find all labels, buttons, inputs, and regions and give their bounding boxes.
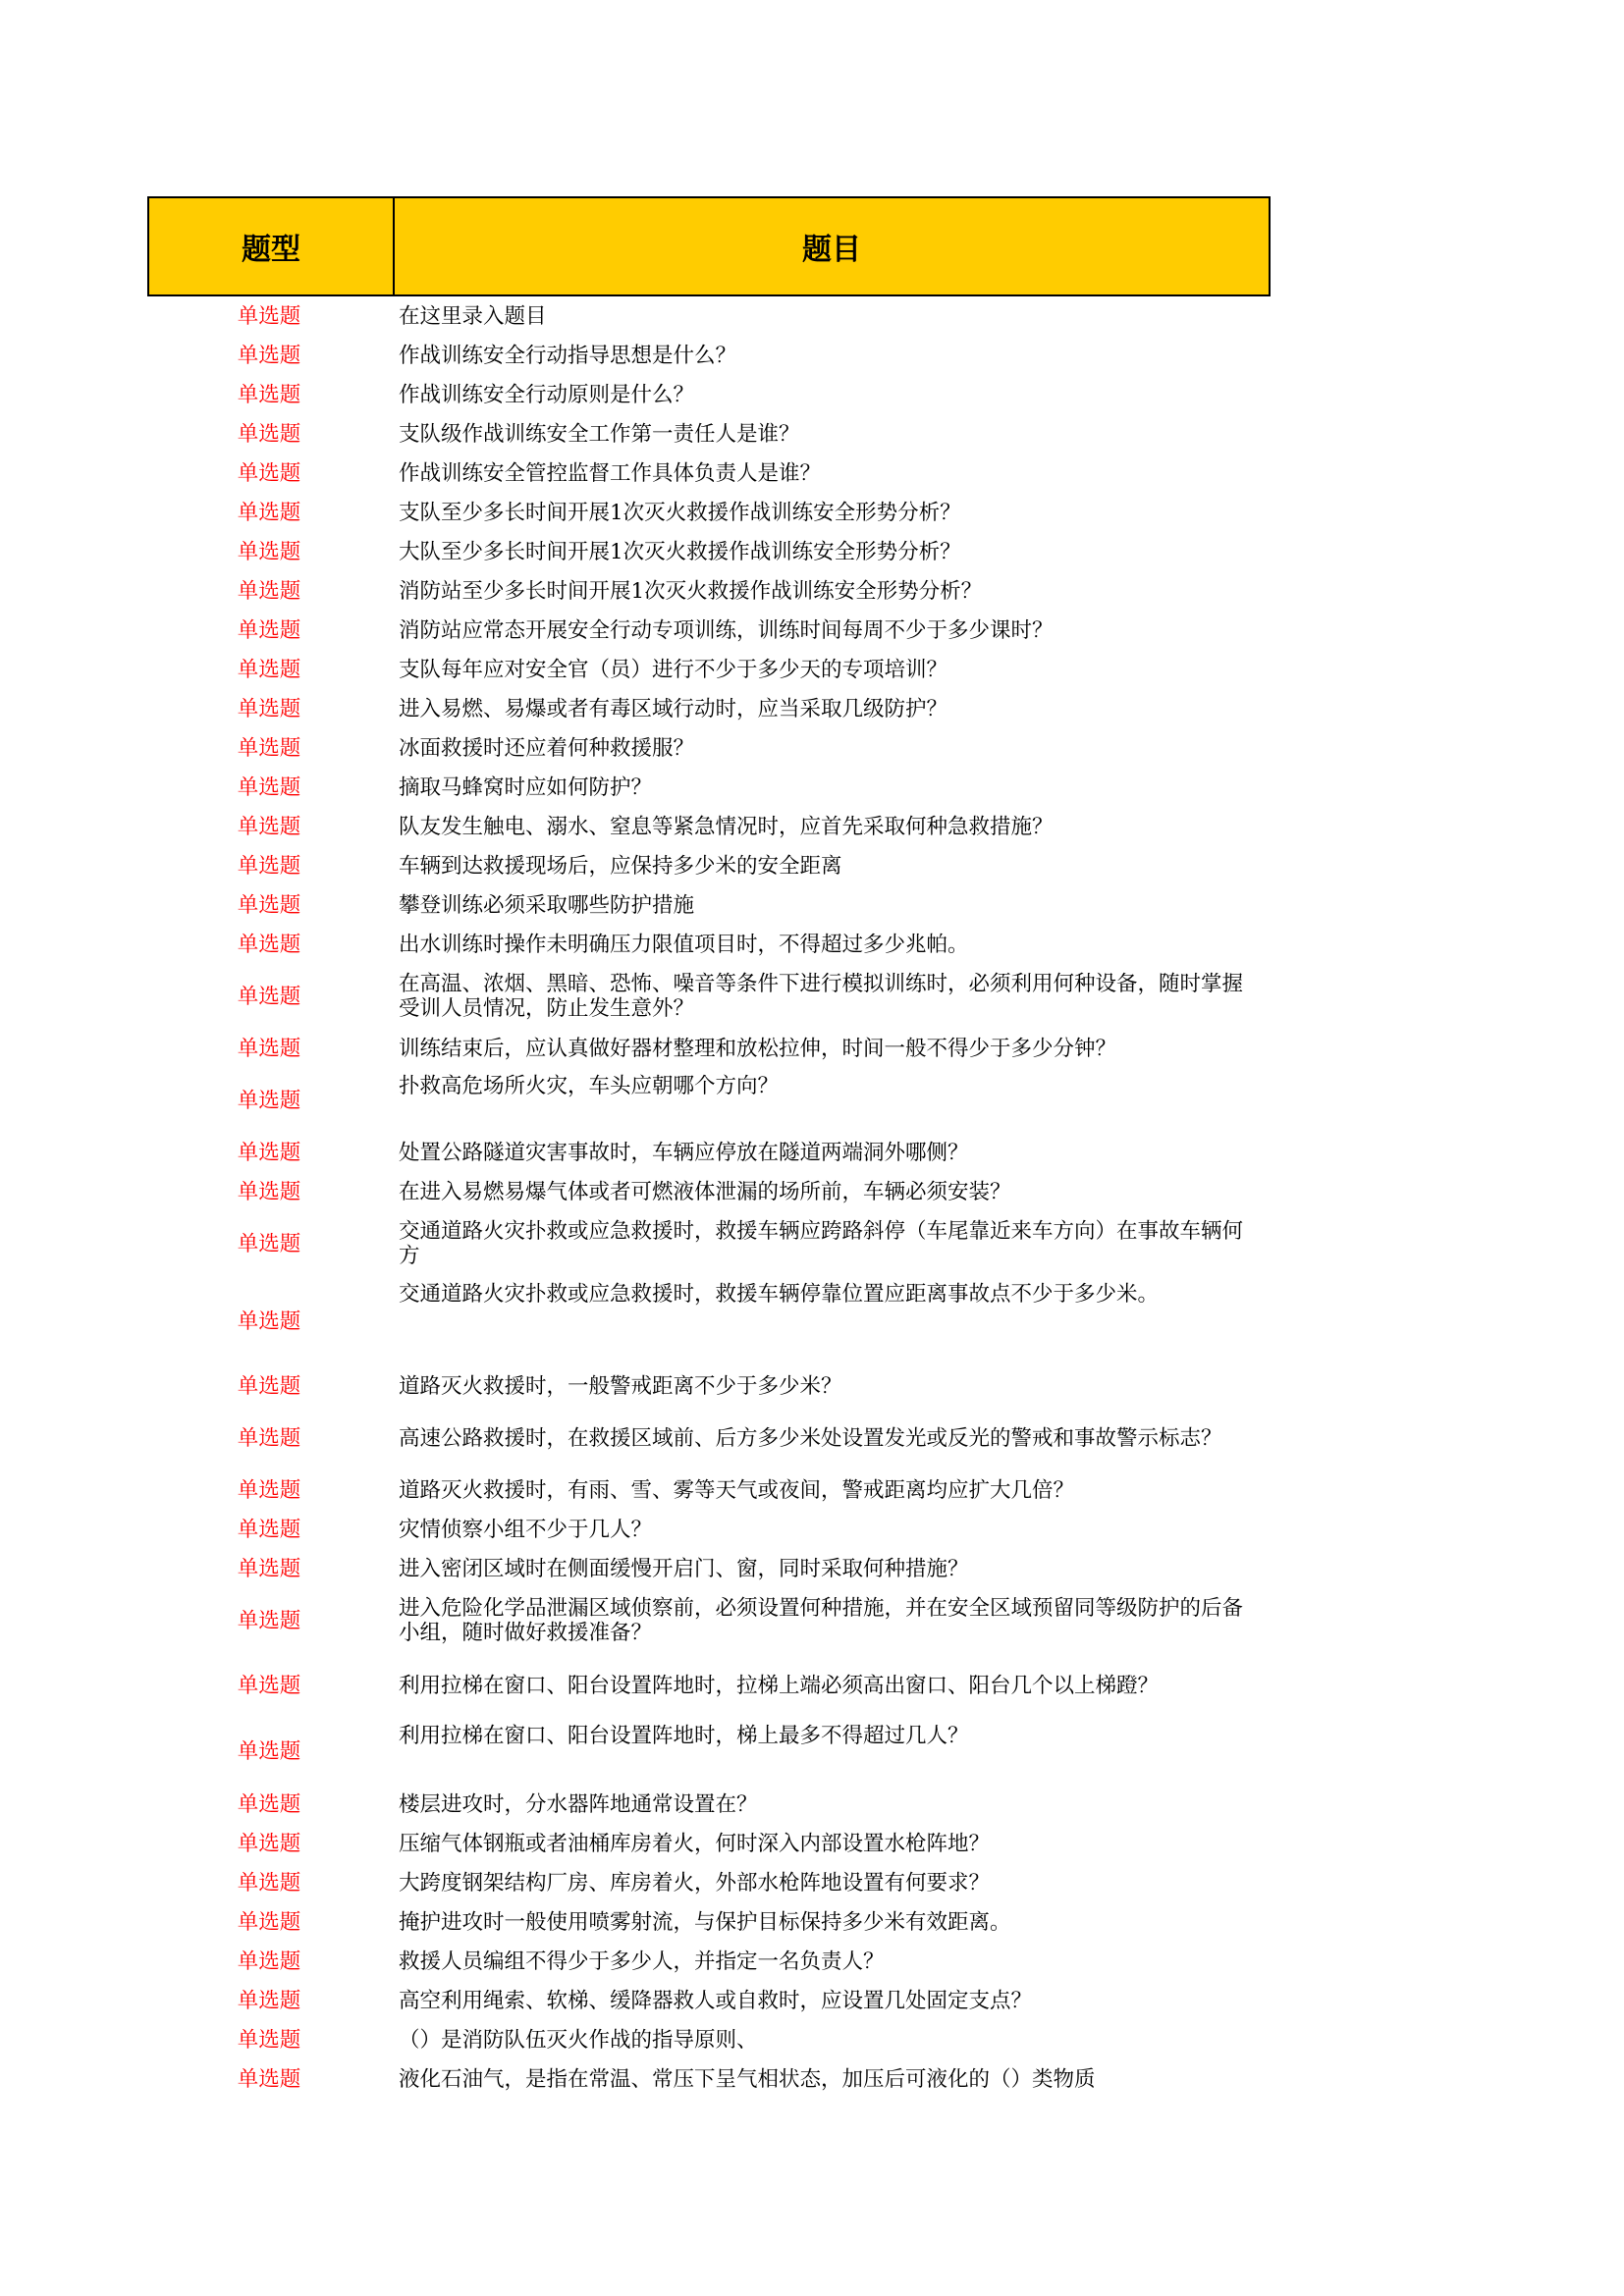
question-type: 单选题	[237, 657, 301, 682]
question-text: 救援人员编组不得少于多少人，并指定一名负责人？	[399, 1949, 885, 1974]
question-text: 道路灭火救援时，有雨、雪、雾等天气或夜间，警戒距离均应扩大几倍？	[399, 1477, 1075, 1503]
question-text: 消防站至少多长时间开展1次灭火救援作战训练安全形势分析？	[399, 578, 983, 604]
question-text: 液化石油气，是指在常温、常压下呈气相状态，加压后可液化的（）类物质	[399, 2066, 1096, 2092]
table-row	[147, 414, 1271, 454]
question-type: 单选题	[237, 774, 301, 800]
question-text: 作战训练安全行动原则是什么？	[399, 382, 695, 407]
question-text: 掩护进攻时一般使用喷雾射流，与保护目标保持多少米有效距离。	[399, 1909, 1011, 1935]
table-row	[147, 532, 1271, 571]
table-row	[147, 2020, 1271, 2059]
table-row	[147, 1588, 1271, 1653]
question-type: 单选题	[237, 1870, 301, 1896]
question-text: 进入危险化学品泄漏区域侦察前，必须设置何种措施，并在安全区域预留同等级防护的后备小组，随时做好救援准备？	[399, 1596, 1244, 1645]
question-type: 单选题	[237, 539, 301, 564]
question-type: 单选题	[237, 1517, 301, 1542]
question-text: 训练结束后，应认真做好器材整理和放松拉伸，时间一般不得少于多少分钟？	[399, 1036, 1117, 1061]
table-row	[147, 336, 1271, 375]
question-text: 在进入易燃易爆气体或者可燃液体泄漏的场所前，车辆必须安装？	[399, 1179, 1011, 1204]
table-row	[147, 1470, 1271, 1510]
question-text: 在高温、浓烟、黑暗、恐怖、噪音等条件下进行模拟训练时，必须利用何种设备，随时掌握受训人员情况，防止发生意外？	[399, 972, 1244, 1021]
question-text: 支队级作战训练安全工作第一责任人是谁？	[399, 421, 800, 447]
question-type: 单选题	[237, 1308, 301, 1334]
question-text: 摘取马蜂窝时应如何防护？	[399, 774, 653, 800]
question-type: 单选题	[237, 1088, 301, 1113]
table-row	[147, 1549, 1271, 1588]
question-type: 单选题	[237, 892, 301, 918]
table-row	[147, 611, 1271, 650]
question-type: 单选题	[237, 1673, 301, 1698]
question-text: 灾情侦察小组不少于几人？	[399, 1517, 653, 1542]
table-row	[147, 1981, 1271, 2020]
table-body	[147, 296, 1271, 2099]
question-type: 单选题	[237, 1140, 301, 1165]
table-row	[147, 2059, 1271, 2099]
question-type: 单选题	[237, 2027, 301, 2053]
question-text: 利用拉梯在窗口、阳台设置阵地时，拉梯上端必须高出窗口、阳台几个以上梯蹬？	[399, 1673, 1160, 1698]
question-type: 单选题	[237, 696, 301, 721]
question-text: 支队每年应对安全官（员）进行不少于多少天的专项培训？	[399, 657, 948, 682]
table-row	[147, 1211, 1271, 1276]
table-row	[147, 1406, 1271, 1470]
question-text: 高速公路救援时，在救援区域前、后方多少米处设置发光或反光的警戒和事故警示标志？	[399, 1425, 1222, 1451]
table-row	[147, 846, 1271, 885]
question-text: 扑救高危场所火灾，车头应朝哪个方向？	[399, 1074, 780, 1098]
table-row	[147, 1653, 1271, 1718]
question-type: 单选题	[237, 578, 301, 604]
table-row	[147, 925, 1271, 964]
question-type: 单选题	[237, 617, 301, 643]
header-type: 题型	[149, 198, 395, 294]
table-row	[147, 493, 1271, 532]
question-text: 高空利用绳索、软梯、缓降器救人或自救时，应设置几处固定支点？	[399, 1988, 1033, 2013]
question-type: 单选题	[237, 1949, 301, 1974]
question-type: 单选题	[237, 1738, 301, 1764]
question-type: 单选题	[237, 1831, 301, 1856]
question-text: 在这里录入题目	[399, 303, 547, 329]
question-text: 消防站应常态开展安全行动专项训练，训练时间每周不少于多少课时？	[399, 617, 1054, 643]
question-sheet	[147, 196, 1271, 2099]
question-text: 楼层进攻时，分水器阵地通常设置在？	[399, 1791, 758, 1817]
question-type: 单选题	[237, 2066, 301, 2092]
question-type: 单选题	[237, 1608, 301, 1633]
question-type: 单选题	[237, 853, 301, 879]
question-type: 单选题	[237, 1909, 301, 1935]
question-type: 单选题	[237, 1988, 301, 2013]
question-type: 单选题	[237, 500, 301, 525]
table-row	[147, 1133, 1271, 1172]
question-text: 进入密闭区域时在侧面缓慢开启门、窗，同时采取何种措施？	[399, 1556, 969, 1581]
table-row	[147, 807, 1271, 846]
question-type: 单选题	[237, 460, 301, 486]
table-row	[147, 1510, 1271, 1549]
table-row	[147, 728, 1271, 768]
table-row	[147, 454, 1271, 493]
question-text: 大跨度钢架结构厂房、库房着火，外部水枪阵地设置有何要求？	[399, 1870, 991, 1896]
question-type: 单选题	[237, 735, 301, 761]
table-row	[147, 1172, 1271, 1211]
table-row	[147, 885, 1271, 925]
table-row	[147, 296, 1271, 336]
question-text: 交通道路火灾扑救或应急救援时，救援车辆应跨路斜停（车尾靠近来车方向）在事故车辆何方	[399, 1219, 1244, 1268]
table-row	[147, 1785, 1271, 1824]
question-type: 单选题	[237, 1556, 301, 1581]
question-type: 单选题	[237, 1179, 301, 1204]
question-type: 单选题	[237, 984, 301, 1009]
question-text: 冰面救援时还应着何种救援服？	[399, 735, 695, 761]
question-text: 进入易燃、易爆或者有毒区域行动时，应当采取几级防护？	[399, 696, 948, 721]
table-row	[147, 1863, 1271, 1902]
question-type: 单选题	[237, 343, 301, 368]
table-row	[147, 1068, 1271, 1133]
question-text: 作战训练安全管控监督工作具体负责人是谁？	[399, 460, 822, 486]
question-text: 交通道路火灾扑救或应急救援时，救援车辆停靠位置应距离事故点不少于多少米。	[399, 1282, 1160, 1307]
question-text: 压缩气体钢瓶或者油桶库房着火，何时深入内部设置水枪阵地？	[399, 1831, 991, 1856]
question-text: 大队至少多长时间开展1次灭火救援作战训练安全形势分析？	[399, 539, 961, 564]
question-text: 队友发生触电、溺水、窒息等紧急情况时，应首先采取何种急救措施？	[399, 814, 1054, 839]
table-row	[147, 964, 1271, 1029]
question-type: 单选题	[237, 1477, 301, 1503]
table-row	[147, 1276, 1271, 1366]
question-text: 车辆到达救援现场后，应保持多少米的安全距离	[399, 853, 842, 879]
question-text: 攀登训练必须采取哪些防护措施	[399, 892, 695, 918]
header-question: 题目	[802, 233, 861, 267]
table-row	[147, 1366, 1271, 1406]
table-row	[147, 1824, 1271, 1863]
table-row	[147, 1902, 1271, 1942]
question-text: 处置公路隧道灾害事故时，车辆应停放在隧道两端洞外哪侧？	[399, 1140, 969, 1165]
question-text: 利用拉梯在窗口、阳台设置阵地时，梯上最多不得超过几人？	[399, 1724, 969, 1748]
question-type: 单选题	[237, 1036, 301, 1061]
question-type: 单选题	[237, 1791, 301, 1817]
table-row	[147, 689, 1271, 728]
question-type: 单选题	[237, 1425, 301, 1451]
question-text: 作战训练安全行动指导思想是什么？	[399, 343, 737, 368]
table-row	[147, 1718, 1271, 1785]
question-type: 单选题	[237, 303, 301, 329]
question-type: 单选题	[237, 421, 301, 447]
question-type: 单选题	[237, 382, 301, 407]
table-row	[147, 375, 1271, 414]
table-header	[147, 196, 1271, 296]
table-row	[147, 650, 1271, 689]
question-type: 单选题	[237, 814, 301, 839]
question-text: （）是消防队伍灭火作战的指导原则、	[399, 2027, 758, 2053]
question-text: 道路灭火救援时，一般警戒距离不少于多少米？	[399, 1373, 842, 1399]
table-row	[147, 768, 1271, 807]
question-text: 出水训练时操作未明确压力限值项目时，不得超过多少兆帕。	[399, 932, 969, 957]
question-text: 支队至少多长时间开展1次灭火救援作战训练安全形势分析？	[399, 500, 961, 525]
table-row	[147, 571, 1271, 611]
table-row	[147, 1942, 1271, 1981]
question-type: 单选题	[237, 932, 301, 957]
question-type: 单选题	[237, 1373, 301, 1399]
table-row	[147, 1029, 1271, 1068]
question-type: 单选题	[237, 1231, 301, 1256]
